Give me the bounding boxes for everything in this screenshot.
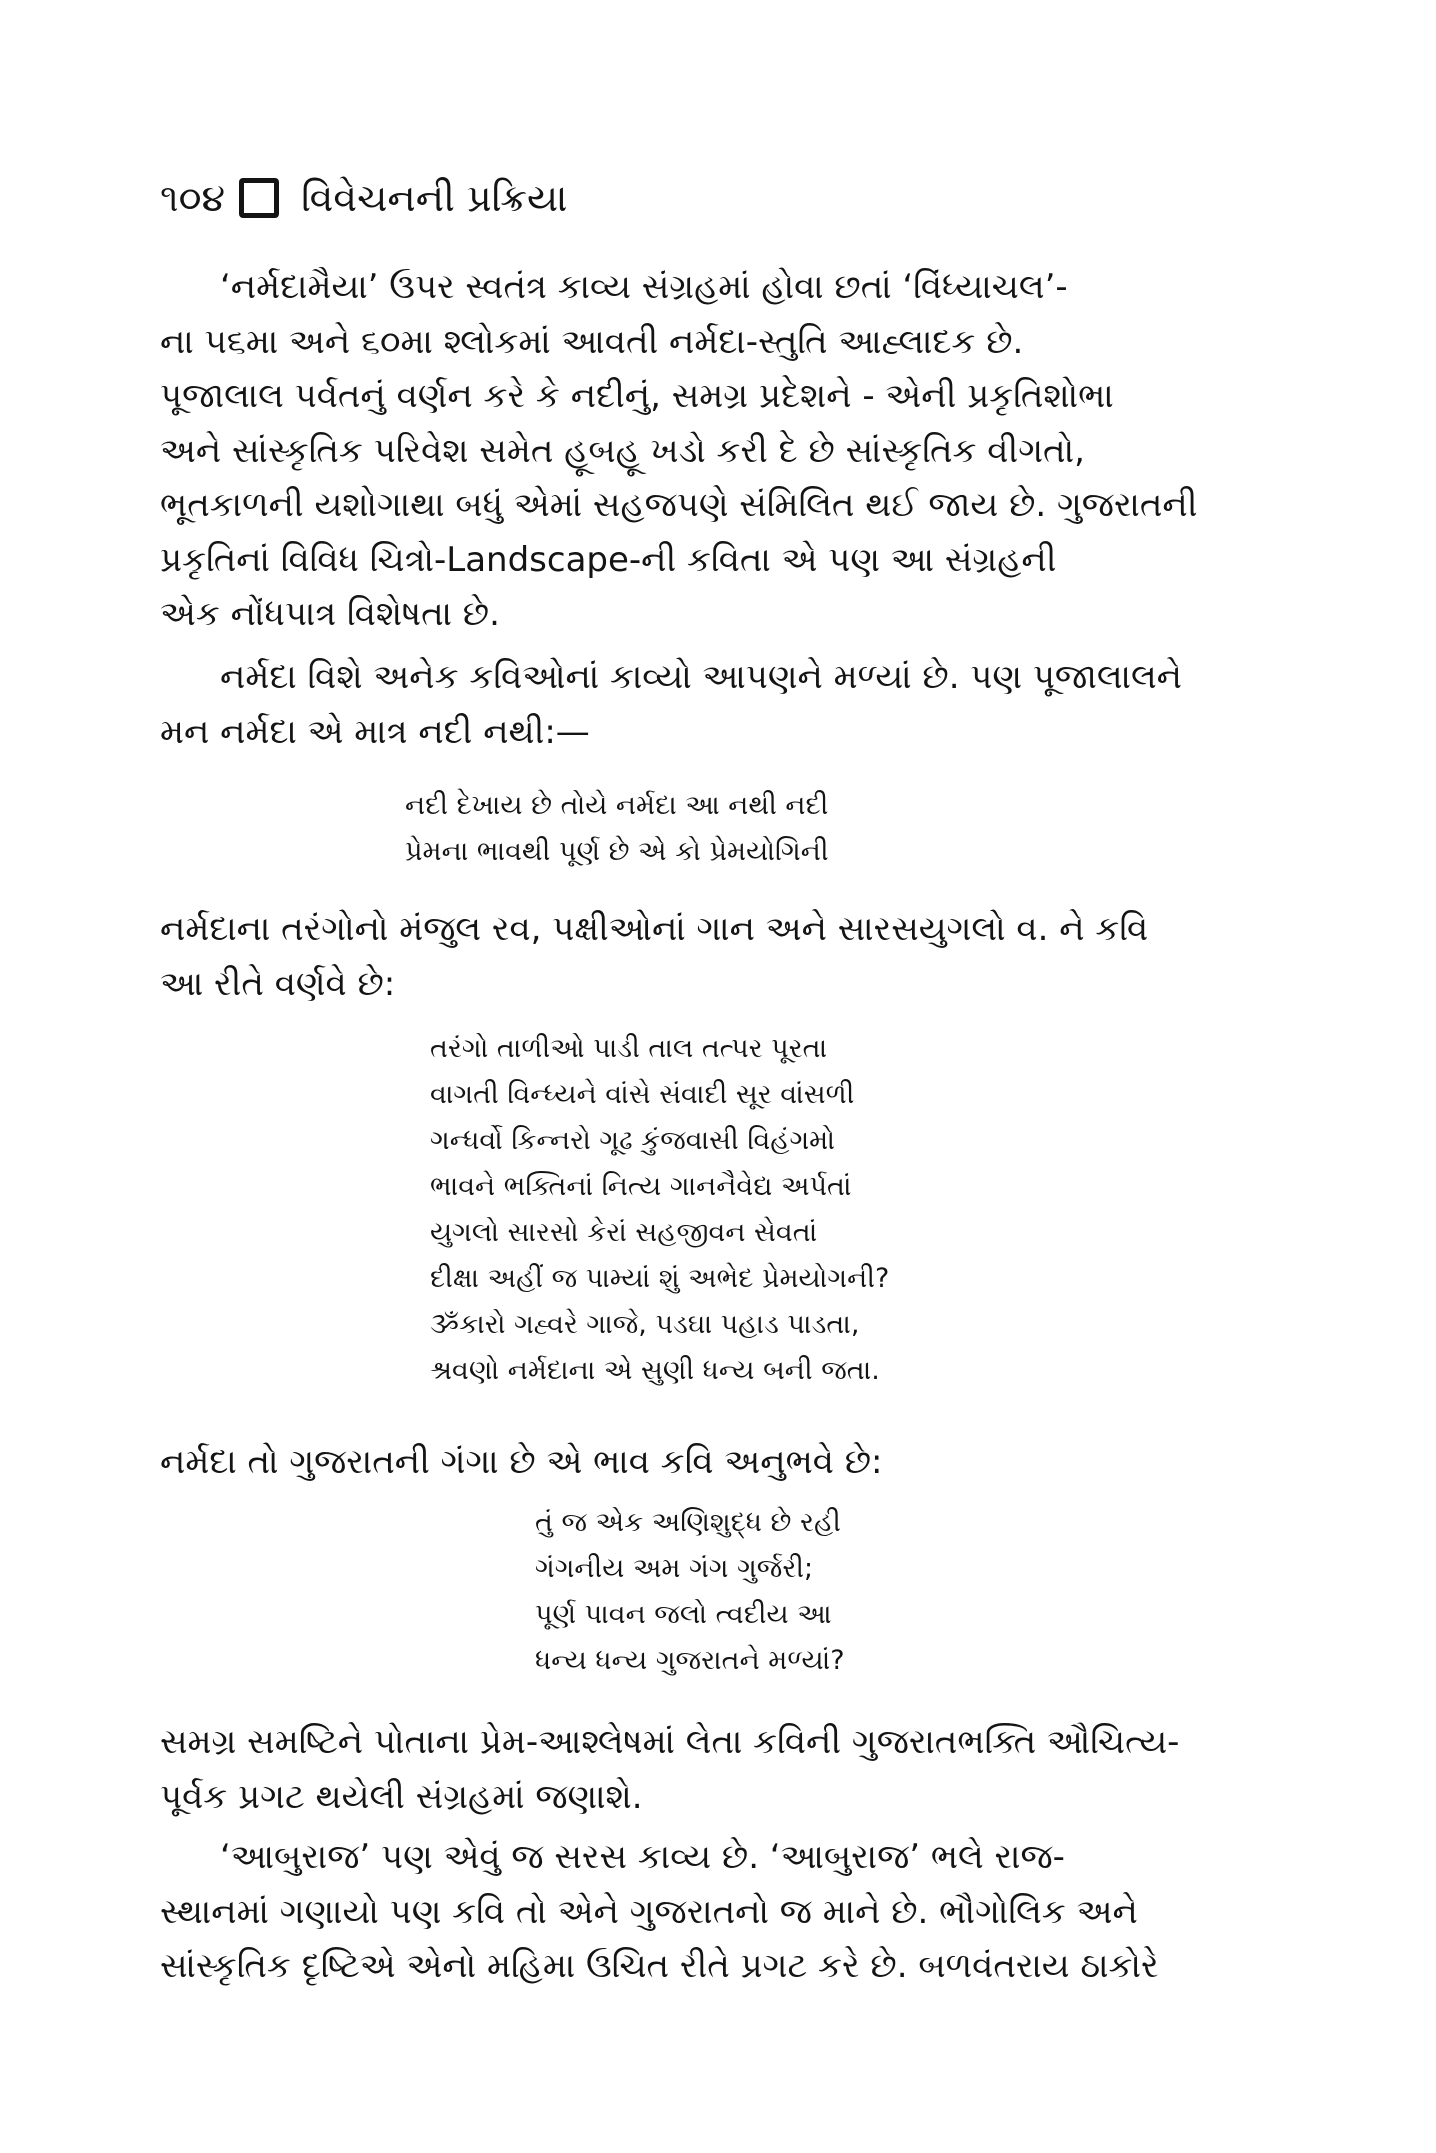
text-line: સમગ્ર સમષ્ટિને પોતાના પ્રેમ-આશ્લેષમાં લેતા કવિની ગુજરાતભક્તિ ઔચિત્ય- <box>160 1722 1180 1762</box>
page-number: ૧૦૪ <box>160 175 226 220</box>
verse-line: ૐકારો ગહ્વરે ગાજે, પડઘા પહાડ પાડતા, <box>430 1309 860 1340</box>
text-line: પૂર્વક પ્રગટ થયેલી સંગ્રહમાં જણાશે. <box>160 1776 643 1817</box>
verse-block-1 <box>405 783 829 875</box>
text-line: સ્થાનમાં ગણાયો પણ કવિ તો એને ગુજરાતનો જ માને છે. ભૌગોલિક અને <box>160 1891 1138 1932</box>
verse-block-3 <box>535 1500 845 1684</box>
verse-line: શ્રવણો નર્મદાના એ સુણી ધન્ય બની જતા. <box>430 1355 880 1386</box>
verse-line: દીક્ષા અહીં જ પામ્યાં શું અભેદ પ્રેમયોગની? <box>430 1263 890 1294</box>
verse-line: નદી દેખાય છે તોયે નર્મદા આ નથી નદી <box>405 790 829 821</box>
verse-line: તરંગો તાળીઓ પાડી તાલ તત્પર પૂરતા <box>430 1033 828 1064</box>
verse-line: ધન્ય ધન્ય ગુજરાતને મળ્યાં? <box>535 1645 845 1676</box>
text-line: ‘આબુરાજ’ પણ એવું જ સરસ કાવ્ય છે. ‘આબુરાજ’ ભલે રાજ- <box>220 1837 1065 1877</box>
paragraph-4 <box>160 1435 1290 1490</box>
verse-line: ગન્ધર્વો કિન્નરો ગૂઢ કુંજવાસી વિહંગમો <box>430 1125 835 1156</box>
text-line: નર્મદાના તરંગોનો મંજુલ રવ, પક્ષીઓનાં ગાન અને સારસયુગલો વ. ને કવિ <box>160 909 1149 949</box>
running-title: વિવેચનની પ્રક્રિયા <box>301 175 568 220</box>
paragraph-6 <box>160 1830 1290 1994</box>
verse-block-2 <box>430 1026 889 1394</box>
verse-line: ભાવને ભક્તિનાં નિત્ય ગાનનૈવેદ્ય અર્પતાં <box>430 1171 852 1202</box>
paragraph-3 <box>160 902 1290 1011</box>
text-line: નર્મદા વિશે અનેક કવિઓનાં કાવ્યો આપણને મળ્યાં છે. પણ પૂજાલાલને <box>220 657 1182 697</box>
verse-line: તું જ એક અણિશુદ્ધ છે રહી <box>535 1507 841 1538</box>
text-line: અને સાંસ્કૃતિક પરિવેશ સમેત હૂબહૂ ખડો કરી દે છે સાંસ્કૃતિક વીગતો, <box>160 430 1085 471</box>
text-line: નર્મદા તો ગુજરાતની ગંગા છે એ ભાવ કવિ અનુભવે છે: <box>160 1442 883 1482</box>
text-line: મન નર્મદા એ માત્ર નદી નથી:— <box>160 711 590 752</box>
verse-line: પ્રેમના ભાવથી પૂર્ણ છે એ કો પ્રેમયોગિની <box>405 836 829 867</box>
paragraph-5 <box>160 1715 1290 1824</box>
text-line: ભૂતકાળની યશોગાથા બધું એમાં સહજપણે સંમિલિત થઈ જાય છે. ગુજરાતની <box>160 485 1198 525</box>
square-box-icon <box>239 178 279 218</box>
text-line: આ રીતે વર્ણવે છે: <box>160 963 396 1004</box>
verse-line: વાગતી વિન્ધ્યને વાંસે સંવાદી સૂર વાંસળી <box>430 1079 855 1110</box>
text-line: ‘નર્મદામૈયા’ ઉપર સ્વતંત્ર કાવ્ય સંગ્રહમાં હોવા છતાં ‘વિંધ્યાચલ’- <box>220 267 1068 307</box>
verse-line: પૂર્ણ પાવન જલો ત્વદીય આ <box>535 1599 832 1630</box>
verse-line: યુગલો સારસો કેરાં સહજીવન સેવતાં <box>430 1217 818 1248</box>
text-line: પ્રકૃતિનાં વિવિધ ચિત્રો-Landscape-ની કવિતા એ પણ આ સંગ્રહની <box>160 539 1057 580</box>
text-line: પૂજાલાલ પર્વતનું વર્ણન કરે કે નદીનું, સમગ્ર પ્રદેશને - એની પ્રકૃતિશોભા <box>160 376 1114 416</box>
text-line: સાંસ્કૃતિક દૃષ્ટિએ એનો મહિમા ઉચિત રીતે પ્રગટ કરે છે. બળવંતરાય ઠાકોરે <box>160 1946 1159 1986</box>
text-line: ના ૫૬મા અને ૬૦મા શ્લોકમાં આવતી નર્મદા-સ્તુતિ આહ્લાદક છે. <box>160 321 1024 362</box>
running-header <box>160 168 567 228</box>
paragraph-2 <box>160 650 1290 759</box>
verse-line: ગંગનીય અમ ગંગ ગુર્જરી; <box>535 1553 814 1584</box>
text-line: એક નોંધપાત્ર વિશેષતા છે. <box>160 594 500 634</box>
paragraph-1 <box>160 260 1290 642</box>
